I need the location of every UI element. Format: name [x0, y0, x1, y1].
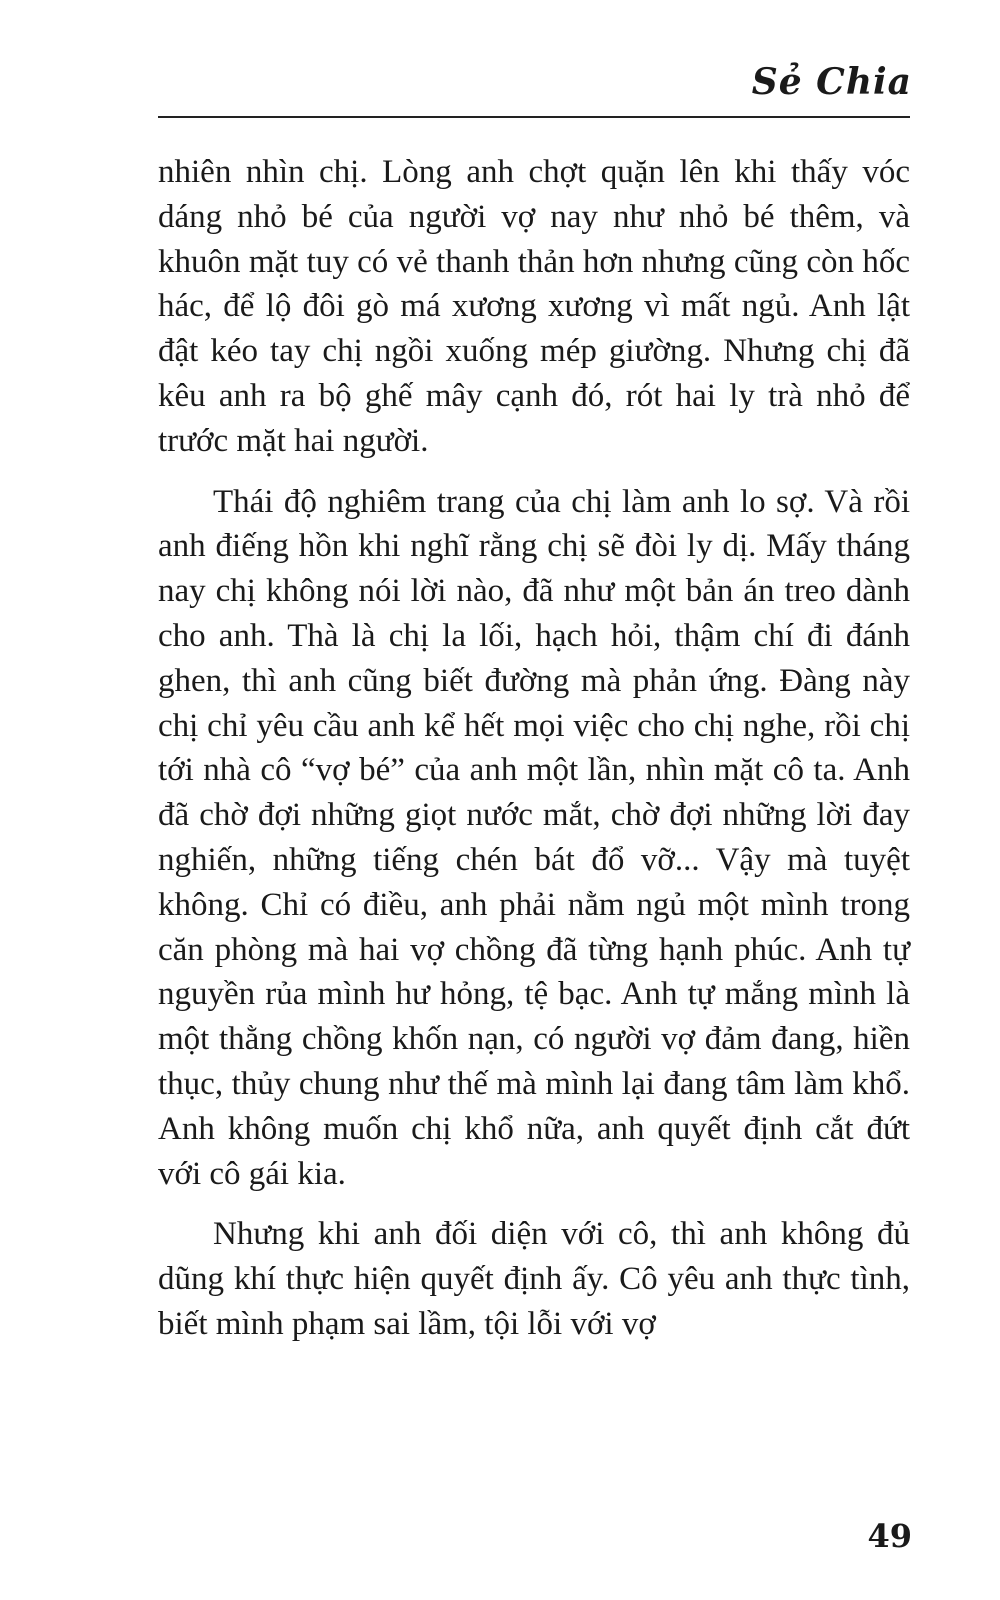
- paragraph-continued: nhiên nhìn chị. Lòng anh chợt quặn lên khi thấy vóc dáng nhỏ bé của người vợ nay như nhỏ bé thêm, và khuôn mặt tuy có vẻ thanh thản hơn nhưng cũng còn hốc hác, để lộ đôi gò má xương xương vì mất ngủ. Anh lật đật kéo tay chị ngồi xuống mép giường. Nhưng chị đã kêu anh ra bộ ghế mây cạnh đó, rót hai ly trà nhỏ để trước mặt hai người.: [158, 154, 910, 459]
- paragraph: Thái độ nghiêm trang của chị làm anh lo sợ. Và rồi anh điếng hồn khi nghĩ rằng chị sẽ đòi ly dị. Mấy tháng nay chị không nói lời nào, đã như một bản án treo dành cho anh. Thà là chị la lối, hạch hỏi, thậm chí đi đánh ghen, thì anh cũng biết đường mà phản ứng. Đàng này chị chỉ yêu cầu anh kể hết mọi việc cho chị nghe, rồi chị tới nhà cô “vợ bé” của anh một lần, nhìn mặt cô ta. Anh đã chờ đợi những giọt nước mắt, chờ đợi những lời đay nghiến, những tiếng chén bát đổ vỡ... Vậy mà tuyệt không. Chỉ có điều, anh phải nằm ngủ một mình trong căn phòng mà hai vợ chồng đã từng hạnh phúc. Anh tự nguyền rủa mình hư hỏng, tệ bạc. Anh tự mắng mình là một thằng chồng khốn nạn, có người vợ đảm đang, hiền thục, thủy chung như thế mà mình lại đang tâm làm khổ. Anh không muốn chị khổ nữa, anh quyết định cắt đứt với cô gái kia.: [158, 483, 910, 1192]
- paragraph: Nhưng khi anh đối diện với cô, thì anh không đủ dũng khí thực hiện quyết định ấy. Cô yêu anh thực tình, biết mình phạm sai lầm, tội lỗi với vợ: [158, 1216, 910, 1342]
- body-text: [158, 150, 910, 1347]
- running-header-title: Sẻ Chia: [751, 61, 912, 103]
- header-divider: [158, 116, 910, 118]
- page-number: 49: [867, 1517, 912, 1555]
